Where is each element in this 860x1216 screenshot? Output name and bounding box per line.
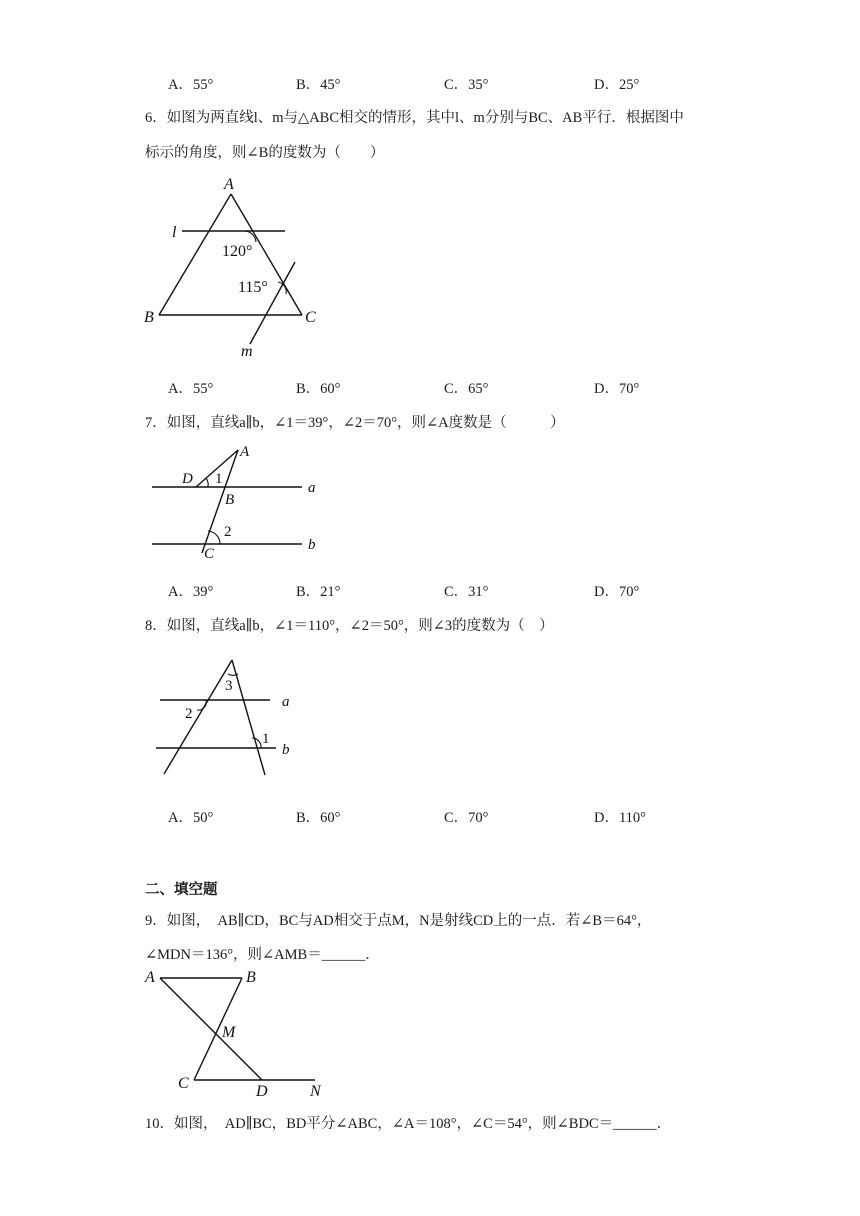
q6-label-l: l (172, 224, 177, 241)
q7-label-b-line: b (308, 537, 316, 553)
section-title-fill-in: 二、填空题 (145, 882, 218, 898)
q9-figure (142, 966, 342, 1096)
q7-angle-2: 2 (224, 524, 232, 540)
q8-angle-1: 1 (262, 731, 270, 747)
q6-option-d: D．70° (594, 381, 640, 397)
q7-label-a: A (240, 444, 250, 460)
q9-label-n: N (310, 1083, 321, 1096)
q8-angle-3: 3 (225, 678, 233, 694)
q7-angle-1: 1 (215, 471, 223, 487)
q5-option-a: A．55° (168, 77, 214, 93)
q7-label-a-line: a (308, 480, 316, 496)
q6-label-m: m (241, 343, 253, 360)
q5-option-c: C．35° (444, 77, 489, 93)
q8-option-b: B．60° (296, 810, 341, 826)
q9-label-m: M (222, 1024, 236, 1041)
q6-text-line1: 6．如图为两直线l、m与△ABC相交的情形，其中l、m分别与BC、AB平行．根据图中 (145, 110, 684, 126)
q6-option-a: A．55° (168, 381, 214, 397)
q6-figure (140, 172, 340, 362)
q9-label-a: A (145, 969, 155, 986)
q6-option-c: C．65° (444, 381, 489, 397)
q6-label-a: A (224, 176, 234, 193)
q6-option-b: B．60° (296, 381, 341, 397)
q8-option-d: D．110° (594, 810, 646, 826)
q7-figure (140, 440, 340, 565)
q6-angle-120: 120° (222, 243, 253, 260)
q9-label-b: B (246, 969, 256, 986)
q8-option-c: C．70° (444, 810, 489, 826)
q9-text-line2: ∠MDN＝136°，则∠AMB＝______． (145, 947, 380, 963)
q7-option-b: B．21° (296, 584, 341, 600)
q6-label-c: C (305, 309, 316, 326)
q7-label-b-point: B (225, 492, 235, 508)
q9-label-d: D (256, 1083, 268, 1096)
q8-text-line1: 8．如图，直线a∥b，∠1＝110°，∠2＝50°，则∠3的度数为（ ） (145, 618, 554, 634)
q6-text-line2: 标示的角度，则∠B的度数为（ ） (145, 145, 385, 161)
q8-figure (148, 652, 328, 782)
q7-option-c: C．31° (444, 584, 489, 600)
q7-label-c: C (204, 546, 215, 562)
q5-option-d: D．25° (594, 77, 640, 93)
q8-label-b: b (282, 742, 290, 758)
q5-option-b: B．45° (296, 77, 341, 93)
q10-text-line1: 10．如图， AD∥BC，BD平分∠ABC，∠A＝108°，∠C＝54°，则∠BDC＝______． (145, 1116, 672, 1132)
q6-angle-115: 115° (238, 279, 268, 296)
q9-text-line1: 9．如图， AB∥CD，BC与AD相交于点M，N是射线CD上的一点．若∠B＝64°， (145, 913, 652, 929)
q9-label-c: C (178, 1075, 189, 1092)
q7-label-d: D (182, 471, 193, 487)
q7-option-a: A．39° (168, 584, 214, 600)
q6-label-b: B (144, 309, 154, 326)
q8-label-a: a (282, 694, 290, 710)
q8-angle-2: 2 (185, 706, 193, 722)
q7-text-line1: 7．如图，直线a∥b，∠1＝39°，∠2＝70°，则∠A度数是（ ） (145, 415, 565, 431)
q8-option-a: A．50° (168, 810, 214, 826)
q7-option-d: D．70° (594, 584, 640, 600)
